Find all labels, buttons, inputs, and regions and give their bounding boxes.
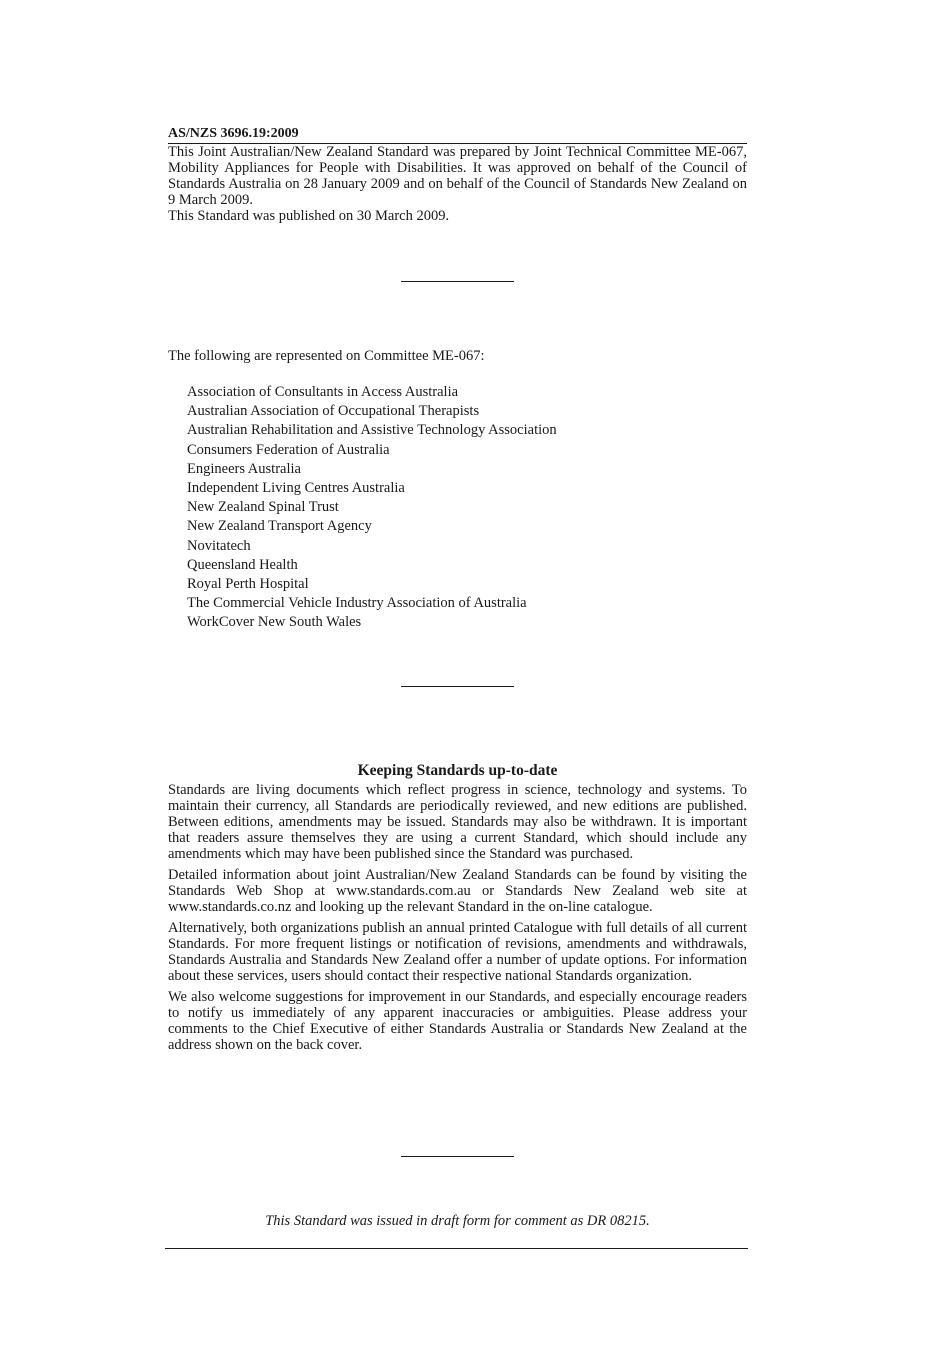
list-item: New Zealand Spinal Trust [187, 499, 339, 516]
list-item: Queensland Health [187, 556, 298, 573]
published-line: This Standard was published on 30 March 2009. [168, 208, 450, 224]
bottom-rule [165, 1248, 748, 1249]
section-paragraph: We also welcome suggestions for improvement in our Standards, and especially encourage readers to notify us immediately of any apparent inaccuracies or ambiguities. Please address your comments to the Chief Executive of either Standards Australia or Standards New Zealand at the address shown on the back cover. [168, 989, 747, 1053]
organization-list [187, 383, 557, 632]
standard-number: AS/NZS 3696.19:2009 [168, 126, 747, 144]
section-paragraph: Standards are living documents which reflect progress in science, technology and systems. To maintain their currency, all Standards are periodically reviewed, and new editions are published. Between editions, amendments may be issued. Standards may also be withdrawn. It is important that readers assure themselves they are using a current Standard, which should include any amendments which may have been published since the Standard was purchased. [168, 782, 747, 862]
list-item: WorkCover New South Wales [187, 614, 362, 631]
intro-paragraph: This Joint Australian/New Zealand Standard was prepared by Joint Technical Committee ME-067, Mobility Appliances for People with Disabilities. It was approved on behalf of the Council of Standards Australia on 28 January 2009 and on behalf of the Council of Standards New Zealand on 9 March 2009. [168, 144, 747, 208]
section-heading: Keeping Standards up-to-date [357, 762, 558, 779]
list-item: The Commercial Vehicle Industry Association of Australia [187, 595, 527, 612]
keeping-standards-section [168, 762, 747, 1058]
separator-rule [401, 281, 514, 282]
section-paragraph: Detailed information about joint Australian/New Zealand Standards can be found by visiting the Standards Web Shop at www.standards.com.au or Standards New Zealand web site at www.standards.co.nz and looking up the relevant Standard in the on-line catalogue. [168, 867, 747, 915]
committee-intro: The following are represented on Committee ME-067: [168, 348, 485, 364]
list-item: New Zealand Transport Agency [187, 518, 372, 535]
list-item: Australian Association of Occupational Therapists [187, 403, 480, 420]
list-item: Royal Perth Hospital [187, 575, 309, 592]
separator-rule [401, 1156, 514, 1157]
list-item: Engineers Australia [187, 460, 301, 477]
draft-note: This Standard was issued in draft form for comment as DR 08215. [265, 1213, 650, 1229]
separator-rule [401, 686, 514, 687]
section-paragraph: Alternatively, both organizations publish an annual printed Catalogue with full details of all current Standards. For more frequent listings or notification of revisions, amendments and withdrawals, Standards Australia and Standards New Zealand offer a number of update options. For information about these services, users should contact their respective national Standards organization. [168, 920, 747, 984]
list-item: Association of Consultants in Access Australia [187, 384, 459, 400]
list-item: Australian Rehabilitation and Assistive Technology Association [187, 422, 557, 439]
list-item: Consumers Federation of Australia [187, 441, 390, 458]
list-item: Independent Living Centres Australia [187, 479, 405, 496]
document-page [168, 126, 747, 1229]
list-item: Novitatech [187, 537, 251, 554]
